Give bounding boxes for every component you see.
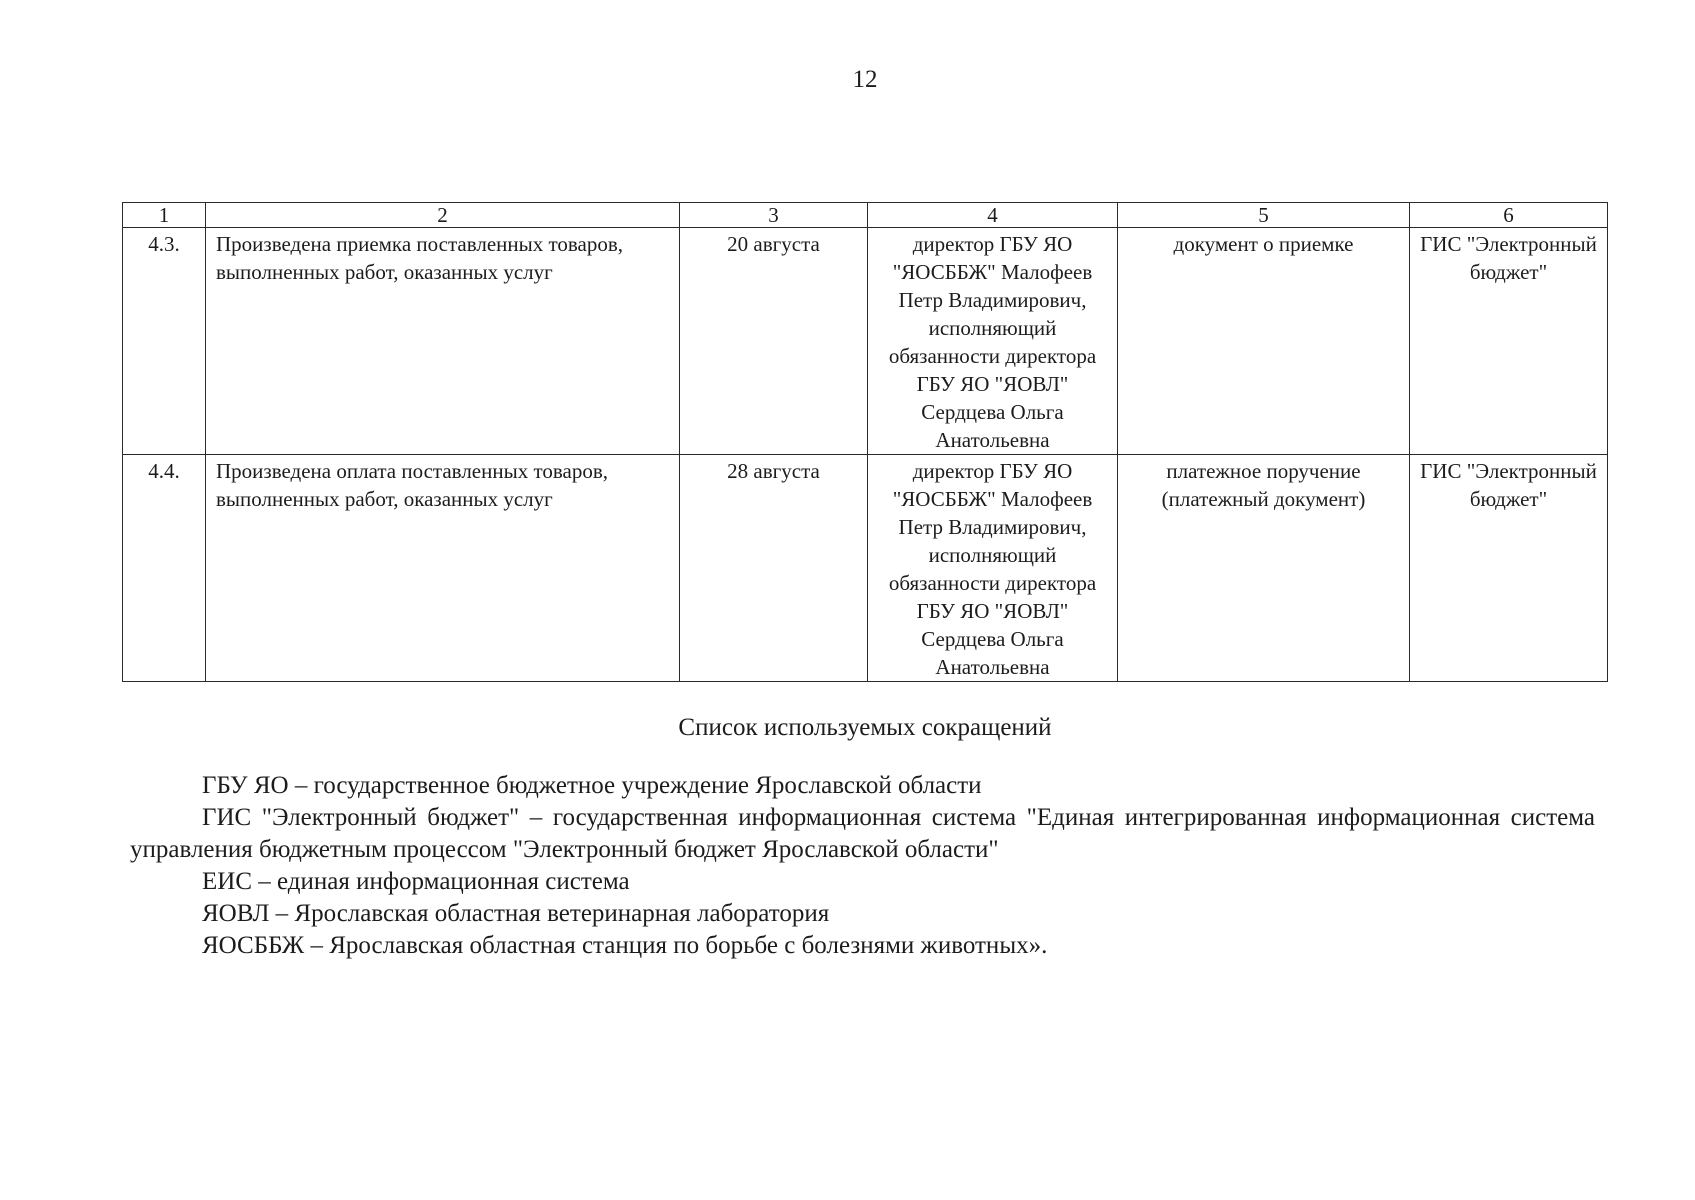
header-cell: 2 <box>206 203 680 228</box>
row-date: 20 августа <box>680 228 868 455</box>
header-cell: 5 <box>1118 203 1410 228</box>
row-date: 28 августа <box>680 455 868 682</box>
page-number: 12 <box>852 66 878 93</box>
abbreviation-item: ЕИС – единая информационная система <box>202 868 630 895</box>
row-document: документ о приемке <box>1118 228 1410 455</box>
row-number: 4.3. <box>123 228 206 455</box>
header-cell: 3 <box>680 203 868 228</box>
header-cell: 1 <box>123 203 206 228</box>
abbreviation-item: ГБУ ЯО – государственное бюджетное учреждение Ярославской области <box>202 772 982 799</box>
row-document: платежное поручение (платежный документ) <box>1118 455 1410 682</box>
row-event: Произведена приемка поставленных товаров, выполненных работ, оказанных услуг <box>206 228 680 455</box>
row-system: ГИС "Электронный бюджет" <box>1410 455 1608 682</box>
abbreviations-title: Список используемых сокращений <box>678 714 1052 741</box>
table-row <box>123 228 1608 455</box>
row-responsible: директор ГБУ ЯО "ЯОСББЖ" Малофеев Петр Владимирович, исполняющий обязанности директора ГБУ ЯО "ЯОВЛ" Сердцева Ольга Анатольевна <box>868 228 1118 455</box>
abbreviation-item: ЯОВЛ – Ярославская областная ветеринарная лаборатория <box>202 900 830 927</box>
row-system: ГИС "Электронный бюджет" <box>1410 228 1608 455</box>
table-row <box>123 455 1608 682</box>
header-cell: 6 <box>1410 203 1608 228</box>
abbreviation-item: ЯОСББЖ – Ярославская областная станция по борьбе с болезнями животных». <box>202 932 1048 959</box>
abbreviation-item: ГИС "Электронный бюджет" – государственная информационная система "Единая интегрированная информационная система управления бюджетным процессом "Электронный бюджет Ярославской области" <box>130 804 1595 863</box>
header-cell: 4 <box>868 203 1118 228</box>
row-event: Произведена оплата поставленных товаров, выполненных работ, оказанных услуг <box>206 455 680 682</box>
abbreviations-list <box>130 770 1595 962</box>
table-header-row <box>123 203 1608 228</box>
plan-table <box>122 202 1608 682</box>
row-responsible: директор ГБУ ЯО "ЯОСББЖ" Малофеев Петр Владимирович, исполняющий обязанности директора ГБУ ЯО "ЯОВЛ" Сердцева Ольга Анатольевна <box>868 455 1118 682</box>
row-number: 4.4. <box>123 455 206 682</box>
